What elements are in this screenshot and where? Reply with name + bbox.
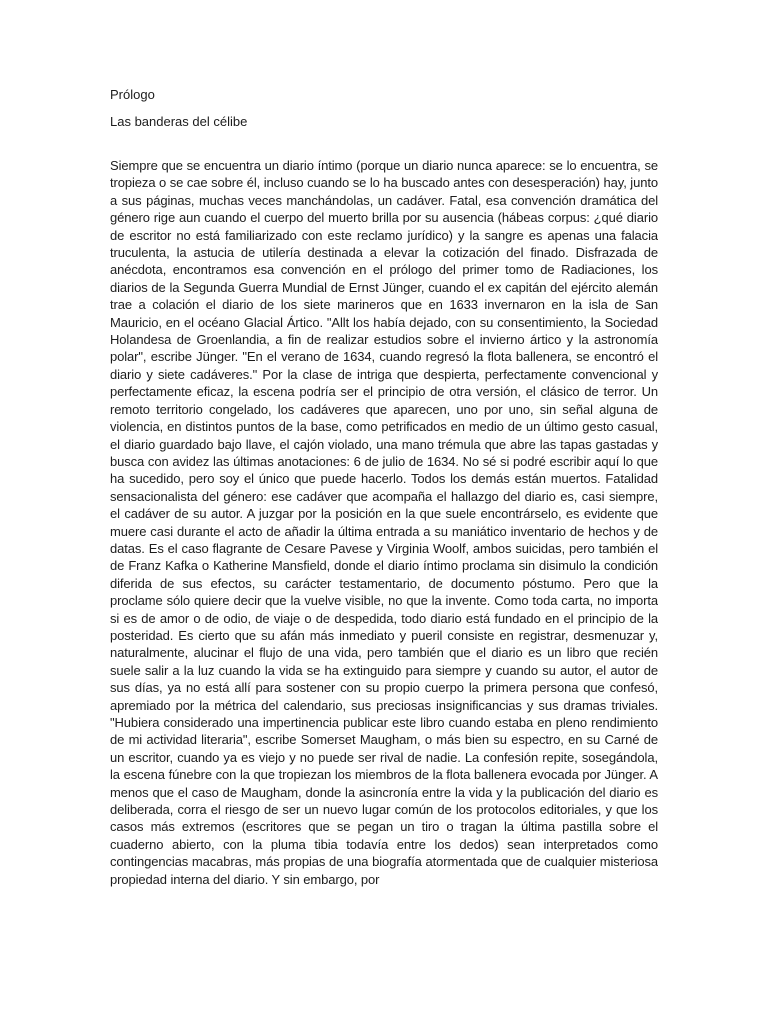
body-paragraph: Siempre que se encuentra un diario íntimo (porque un diario nunca aparece: se lo encuentra, se tropieza o se cae sobre él, incluso cuando se lo ha buscado antes con desesperación) hay, junto a sus páginas, muchas veces manchándolas, un cadáver. Fatal, esa convención dramática del género rige aun cuando el cuerpo del muerto brilla por su ausencia (hábeas corpus: ¿qué diario de escritor no está familiarizado con este reclamo jurídico) y la sangre es apenas una falacia truculenta, la astucia de utilería destinada a elevar la cotización del finado. Disfrazada de anécdota, encontramos esa convención en el prólogo del primer tomo de Radiaciones, los diarios de la Segunda Guerra Mundial de Ernst Jünger, cuando el ex capitán del ejército alemán trae a colación el diario de los siete marineros que en 1633 invernaron en la isla de San Mauricio, en el océano Glacial Ártico. "Allt los había dejado, con su consentimiento, la Sociedad Holandesa de Groenlandia, a fin de realizar estudios sobre el invierno ártico y la astronomía polar", escribe Jünger. "En el verano de 1634, cuando regresó la flota ballenera, se encontró el diario y siete cadáveres." Por la clase de intriga que despierta, perfectamente convencional y perfectamente eficaz, la escena podría ser el principio de otra versión, el clásico de terror. Un remoto territorio congelado, los cadáveres que aparecen, uno por uno, sin señal alguna de violencia, en distintos puntos de la base, como petrificados en medio de un último gesto casual, el diario guardado bajo llave, el cajón violado, una mano trémula que abre las tapas gastadas y busca con avidez las últimas anotaciones: 6 de julio de 1634. No sé si podré escribir aquí lo que ha sucedido, pero soy el único que puede hacerlo. Todos los demás están muertos. Fatalidad sensacionalista del género: ese cadáver que acompaña el hallazgo del diario es, casi siempre, el cadáver de su autor. A juzgar por la posición en la que suele encontrárselo, es evidente que muere casi durante el acto de añadir la última entrada a su maniático inventario de hechos y de datas. Es el caso flagrante de Cesare Pavese y Virginia Woolf, ambos suicidas, pero también el de Franz Kafka o Katherine Mansfield, donde el diario íntimo proclama sin disimulo la condición diferida de sus efectos, su carácter testamentario, de documento póstumo. Pero que la proclame sólo quiere decir que la vuelve visible, no que la invente. Como toda carta, no importa si es de amor o de odio, de viaje o de despedida, todo diario está fundado en el principio de la posteridad. Es cierto que su afán más inmediato y pueril consiste en registrar, desmenuzar y, naturalmente, alucinar el flujo de una vida, pero también que el diario es un libro que recién suele salir a la luz cuando la vida se ha extinguido para siempre y cuando su autor, el autor de sus días, ya no está allí para sostener con su propio cuerpo la primera persona que confesó, apremiado por la métrica del calendario, sus preciosas insignificancias y sus dramas triviales. "Hubiera considerado una impertinencia publicar este libro cuando estaba en pleno rendimiento de mi actividad literaria", escribe Somerset Maugham, o más bien su espectro, en su Carné de un escritor, cuando ya es viejo y no puede ser rival de nadie. La confesión repite, sosegándola, la escena fúnebre con la que tropiezan los miembros de la flota ballenera evocada por Jünger. A menos que el caso de Maugham, donde la asincronía entre la vida y la publicación del diario es deliberada, corra el riesgo de ser un nuevo lugar común de los protocolos editoriales, y que los casos más extremos (escritores que se pegan un tiro o tragan la última pastilla sobre el cuaderno abierto, con la pluma tibia todavía entre los dedos) sean interpretados como contingencias macabras, más propias de una biografía atormentada que de cualquier misteriosa propiedad interna del diario. Y sin embargo, por xyxy=(110,158,658,887)
section-heading: Prólogo xyxy=(110,87,155,102)
essay-title: Las banderas del célibe xyxy=(110,114,248,129)
